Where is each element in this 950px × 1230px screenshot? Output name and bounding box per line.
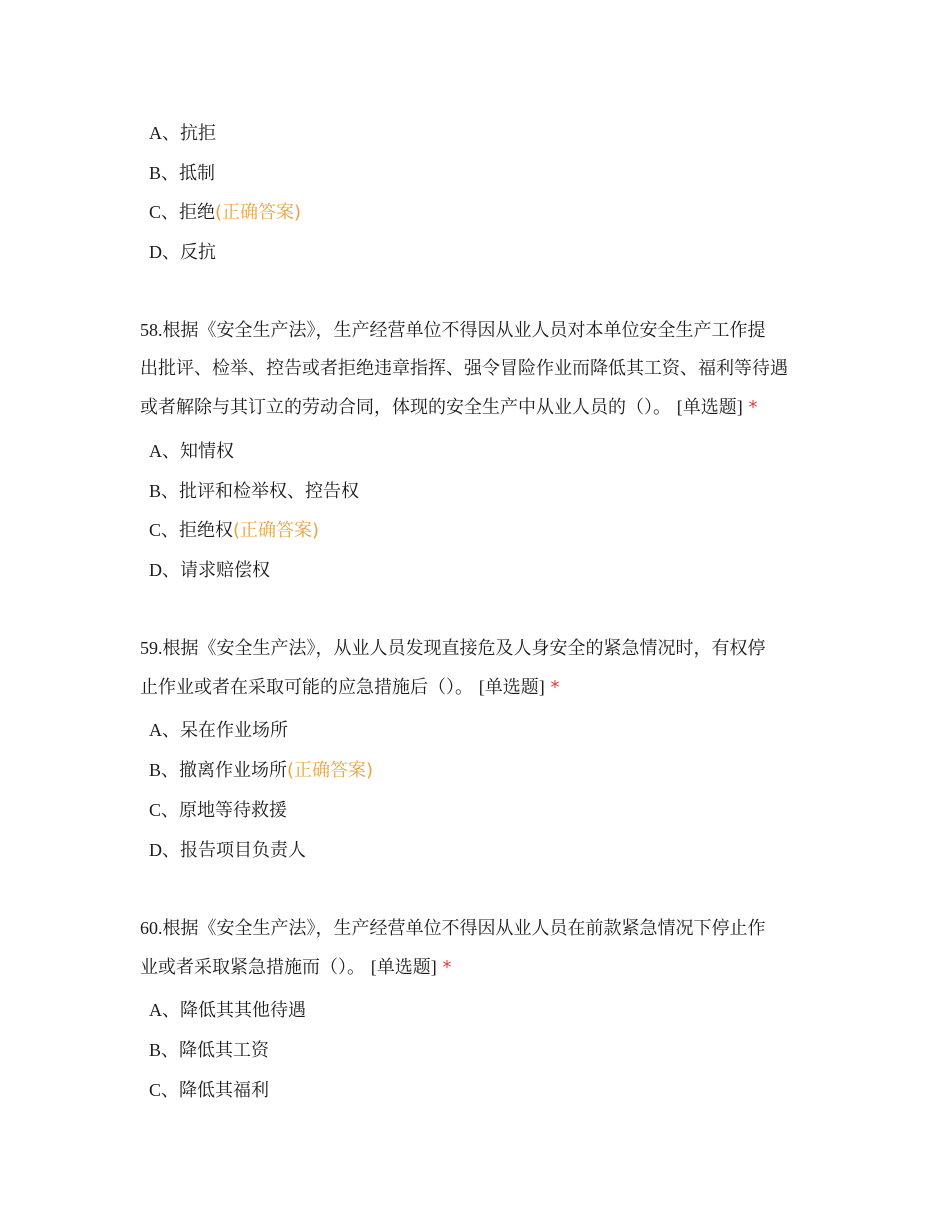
correct-answer-mark: (正确答案) <box>215 202 302 223</box>
option-text: 抗拒 <box>180 123 216 144</box>
required-mark: * <box>748 397 758 418</box>
question-number: 59. <box>140 638 163 658</box>
option-letter: C、 <box>149 1080 180 1100</box>
option-d <box>149 838 306 863</box>
question-line <box>140 668 820 707</box>
option-text: 撤离作业场所 <box>179 760 288 781</box>
option-text: 知情权 <box>180 441 234 462</box>
option-letter: B、 <box>149 163 180 183</box>
question-59 <box>140 629 820 707</box>
option-letter: A、 <box>149 123 180 143</box>
option-a <box>149 998 306 1023</box>
question-text: 出批评、检举、控告或者拒绝违章指挥、强令冒险作业而降低其工资、福利等待遇 <box>140 358 788 379</box>
question-60 <box>140 909 820 987</box>
question-type-label: [单选题] <box>478 677 545 697</box>
option-c <box>149 518 319 543</box>
question-type-label: [单选题] <box>676 397 743 417</box>
option-letter: D、 <box>149 840 180 860</box>
question-text: 根据《安全生产法》，生产经营单位不得因从业人员在前款紧急情况下停止作 <box>162 918 766 939</box>
option-text: 拒绝权 <box>179 520 234 541</box>
option-b <box>149 479 359 504</box>
option-d <box>149 558 270 583</box>
option-c <box>149 200 301 225</box>
question-text: 业或者采取紧急措施而（）。 <box>140 957 365 978</box>
question-text: 根据《安全生产法》，从业人员发现直接危及人身安全的紧急情况时，有权停 <box>162 638 766 659</box>
question-line <box>140 388 820 427</box>
option-c <box>149 798 287 823</box>
option-a <box>149 121 216 146</box>
option-text: 原地等待救援 <box>179 800 288 821</box>
question-text: 根据《安全生产法》，生产经营单位不得因从业人员对本单位安全生产工作提 <box>162 320 766 341</box>
correct-answer-mark: (正确答案) <box>287 760 374 781</box>
question-line <box>140 909 820 948</box>
required-mark: * <box>550 677 560 698</box>
required-mark: * <box>442 957 452 978</box>
option-text: 报告项目负责人 <box>180 840 306 861</box>
question-text: 或者解除与其订立的劳动合同，体现的安全生产中从业人员的（）。 <box>140 397 671 418</box>
option-letter: D、 <box>149 242 180 262</box>
option-text: 抵制 <box>179 163 216 184</box>
question-line <box>140 629 820 668</box>
option-text: 请求赔偿权 <box>180 560 270 581</box>
option-letter: C、 <box>149 520 180 540</box>
question-line <box>140 948 820 987</box>
question-number: 60. <box>140 918 163 938</box>
option-letter: D、 <box>149 560 180 580</box>
option-letter: B、 <box>149 1040 180 1060</box>
option-text: 呆在作业场所 <box>180 720 288 741</box>
option-letter: C、 <box>149 800 180 820</box>
option-letter: B、 <box>149 760 180 780</box>
correct-answer-mark: (正确答案) <box>233 520 320 541</box>
question-line <box>140 311 820 350</box>
option-letter: A、 <box>149 1000 180 1020</box>
option-letter: A、 <box>149 720 180 740</box>
option-b <box>149 1038 269 1063</box>
option-a <box>149 439 234 464</box>
question-number: 58. <box>140 320 163 340</box>
option-text: 降低其其他待遇 <box>180 1000 306 1021</box>
option-b <box>149 161 215 186</box>
option-letter: C、 <box>149 202 180 222</box>
option-text: 降低其工资 <box>179 1040 270 1061</box>
question-58 <box>140 311 820 427</box>
option-letter: B、 <box>149 481 180 501</box>
option-c <box>149 1078 269 1103</box>
option-d <box>149 240 216 265</box>
option-text: 批评和检举权、控告权 <box>179 481 360 502</box>
option-a <box>149 718 288 743</box>
option-b <box>149 758 373 783</box>
option-text: 降低其福利 <box>179 1080 270 1101</box>
question-type-label: [单选题] <box>370 957 437 977</box>
option-letter: A、 <box>149 441 180 461</box>
question-text: 止作业或者在采取可能的应急措施后（）。 <box>140 677 473 698</box>
option-text: 拒绝 <box>179 202 216 223</box>
option-text: 反抗 <box>180 242 216 263</box>
